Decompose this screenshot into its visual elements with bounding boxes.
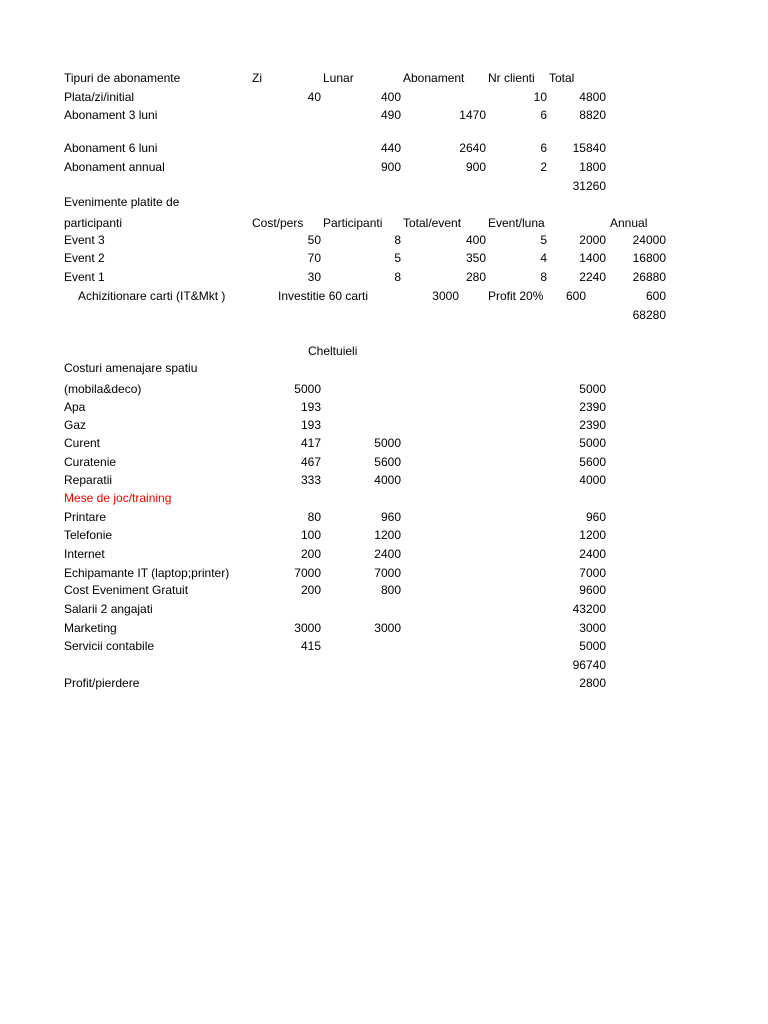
event-row-cost: 50 [307, 233, 321, 247]
event-row-per-month: 5 [540, 233, 547, 247]
events-header-cost: Cost/pers [252, 216, 304, 230]
expense-row-total: 3000 [579, 621, 606, 635]
events-sum: 68280 [632, 308, 666, 322]
subscription-row-subscription: 2640 [459, 141, 486, 155]
subscription-row-clients: 2 [540, 160, 547, 174]
expense-row-total: 2390 [579, 418, 606, 432]
event-row-monthly-total: 2000 [579, 233, 606, 247]
profit-value: 2800 [579, 676, 606, 690]
subscription-row-total: 15840 [572, 141, 606, 155]
expense-row-v2: 800 [380, 583, 401, 597]
expense-row-total: 960 [585, 510, 606, 524]
subscription-row-monthly: 400 [380, 90, 401, 104]
event-row-annual: 26880 [632, 270, 666, 284]
books-amount: 3000 [432, 289, 459, 303]
event-row-participants: 5 [394, 251, 401, 265]
expense-row-label-highlighted: Mese de joc/training [64, 491, 172, 505]
expense-row-v1: 200 [300, 583, 321, 597]
expense-row-v1: 415 [300, 639, 321, 653]
expense-row-label: Telefonie [64, 528, 113, 542]
subscription-row-label: Abonament annual [64, 160, 165, 174]
subscription-row-monthly: 900 [380, 160, 401, 174]
event-row-participants: 8 [394, 270, 401, 284]
subscription-row-monthly: 440 [380, 141, 401, 155]
expense-row-label: Curatenie [64, 455, 117, 469]
expense-row-label: Salarii 2 angajati [64, 602, 153, 616]
subscription-row-monthly: 490 [380, 108, 401, 122]
events-header-total: Total/event [403, 216, 462, 230]
subscriptions-header-clients: Nr clienti [488, 71, 535, 85]
subscriptions-header-subscription: Abonament [403, 71, 465, 85]
expense-row-total: 2390 [579, 400, 606, 414]
expenses-title: Cheltuieli [308, 344, 358, 358]
books-investment-label: Investitie 60 carti [278, 289, 369, 303]
expense-row-total: 4000 [579, 473, 606, 487]
subscriptions-header-day: Zi [252, 71, 262, 85]
expense-row-total: 1200 [579, 528, 606, 542]
expense-row-label: Reparatii [64, 473, 113, 487]
expense-row-v2: 4000 [374, 473, 401, 487]
subscriptions-header-total: Total [549, 71, 575, 85]
expense-row-label: Gaz [64, 418, 87, 432]
events-header-label-line1: Evenimente platite de [64, 195, 180, 209]
events-header-per-month: Event/luna [488, 216, 545, 230]
expense-row-label: (mobila&deco) [64, 382, 142, 396]
expense-row-total: 5000 [579, 639, 606, 653]
event-row-monthly-total: 2240 [579, 270, 606, 284]
expense-row-total: 7000 [579, 566, 606, 580]
event-row-cost: 70 [307, 251, 321, 265]
event-row-annual: 24000 [632, 233, 666, 247]
expense-row-total: 5600 [579, 455, 606, 469]
expense-row-v2: 2400 [374, 547, 401, 561]
expense-row-label: Servicii contabile [64, 639, 155, 653]
events-header-annual: Annual [610, 216, 648, 230]
event-row-label: Event 2 [64, 251, 105, 265]
subscription-row-total: 4800 [579, 90, 606, 104]
expense-row-total: 43200 [572, 602, 606, 616]
event-row-total: 400 [465, 233, 486, 247]
event-row-label: Event 3 [64, 233, 105, 247]
expense-row-label: Internet [64, 547, 105, 561]
expense-row-v2: 5000 [374, 436, 401, 450]
subscription-row-clients: 6 [540, 108, 547, 122]
expense-row-v1: 200 [300, 547, 321, 561]
event-row-cost: 30 [307, 270, 321, 284]
event-row-per-month: 8 [540, 270, 547, 284]
subscription-row-clients: 6 [540, 141, 547, 155]
event-row-per-month: 4 [540, 251, 547, 265]
expense-row-v1: 417 [300, 436, 321, 450]
events-header-participants: Participanti [323, 216, 383, 230]
subscription-row-label: Plata/zi/initial [64, 90, 135, 104]
subscriptions-header-monthly: Lunar [323, 71, 354, 85]
profit-label: Profit/pierdere [64, 676, 140, 690]
subscription-row-subscription: 1470 [459, 108, 486, 122]
expense-row-label: Cost Eveniment Gratuit [64, 583, 189, 597]
subscription-row-total: 1800 [579, 160, 606, 174]
expense-row-label: Printare [64, 510, 107, 524]
expense-row-v1: 7000 [294, 566, 321, 580]
subscription-row-clients: 10 [533, 90, 547, 104]
expense-row-v1: 100 [300, 528, 321, 542]
expense-row-label: Marketing [64, 621, 117, 635]
expense-row-v1: 5000 [294, 382, 321, 396]
expense-row-v1: 80 [307, 510, 321, 524]
event-row-total: 350 [465, 251, 486, 265]
subscription-row-subscription: 900 [465, 160, 486, 174]
event-row-total: 280 [465, 270, 486, 284]
subscriptions-header-type: Tipuri de abonamente [64, 71, 181, 85]
expense-row-v1: 3000 [294, 621, 321, 635]
books-profit-label: Profit 20% [488, 289, 544, 303]
books-profit: 600 [566, 289, 587, 303]
event-row-annual: 16800 [632, 251, 666, 265]
books-annual: 600 [645, 289, 666, 303]
expense-row-total: 9600 [579, 583, 606, 597]
expense-row-label: Echipamante IT (laptop;printer) [64, 566, 230, 580]
event-row-label: Event 1 [64, 270, 105, 284]
expenses-sum: 96740 [572, 658, 606, 672]
books-label: Achizitionare carti (IT&Mkt ) [78, 289, 226, 303]
expense-row-v2: 5600 [374, 455, 401, 469]
expense-row-v1: 467 [300, 455, 321, 469]
expense-row-v2: 3000 [374, 621, 401, 635]
subscription-row-total: 8820 [579, 108, 606, 122]
expense-row-label: Apa [64, 400, 86, 414]
subscription-row-label: Abonament 6 luni [64, 141, 158, 155]
events-header-label-line2: participanti [64, 216, 123, 230]
expense-row-total: 2400 [579, 547, 606, 561]
subscription-row-day: 40 [307, 90, 321, 104]
expense-row-v2: 960 [380, 510, 401, 524]
event-row-monthly-total: 1400 [579, 251, 606, 265]
expense-row-v1: 193 [300, 418, 321, 432]
expense-row-total: 5000 [579, 436, 606, 450]
expense-row-v1: 193 [300, 400, 321, 414]
subscription-row-label: Abonament 3 luni [64, 108, 158, 122]
expense-row-label: Curent [64, 436, 101, 450]
expense-row-v2: 1200 [374, 528, 401, 542]
event-row-participants: 8 [394, 233, 401, 247]
expense-row-v2: 7000 [374, 566, 401, 580]
subscriptions-sum: 31260 [572, 179, 606, 193]
expense-row-label: Costuri amenajare spatiu [64, 361, 198, 375]
expense-row-v1: 333 [300, 473, 321, 487]
expense-row-total: 5000 [579, 382, 606, 396]
